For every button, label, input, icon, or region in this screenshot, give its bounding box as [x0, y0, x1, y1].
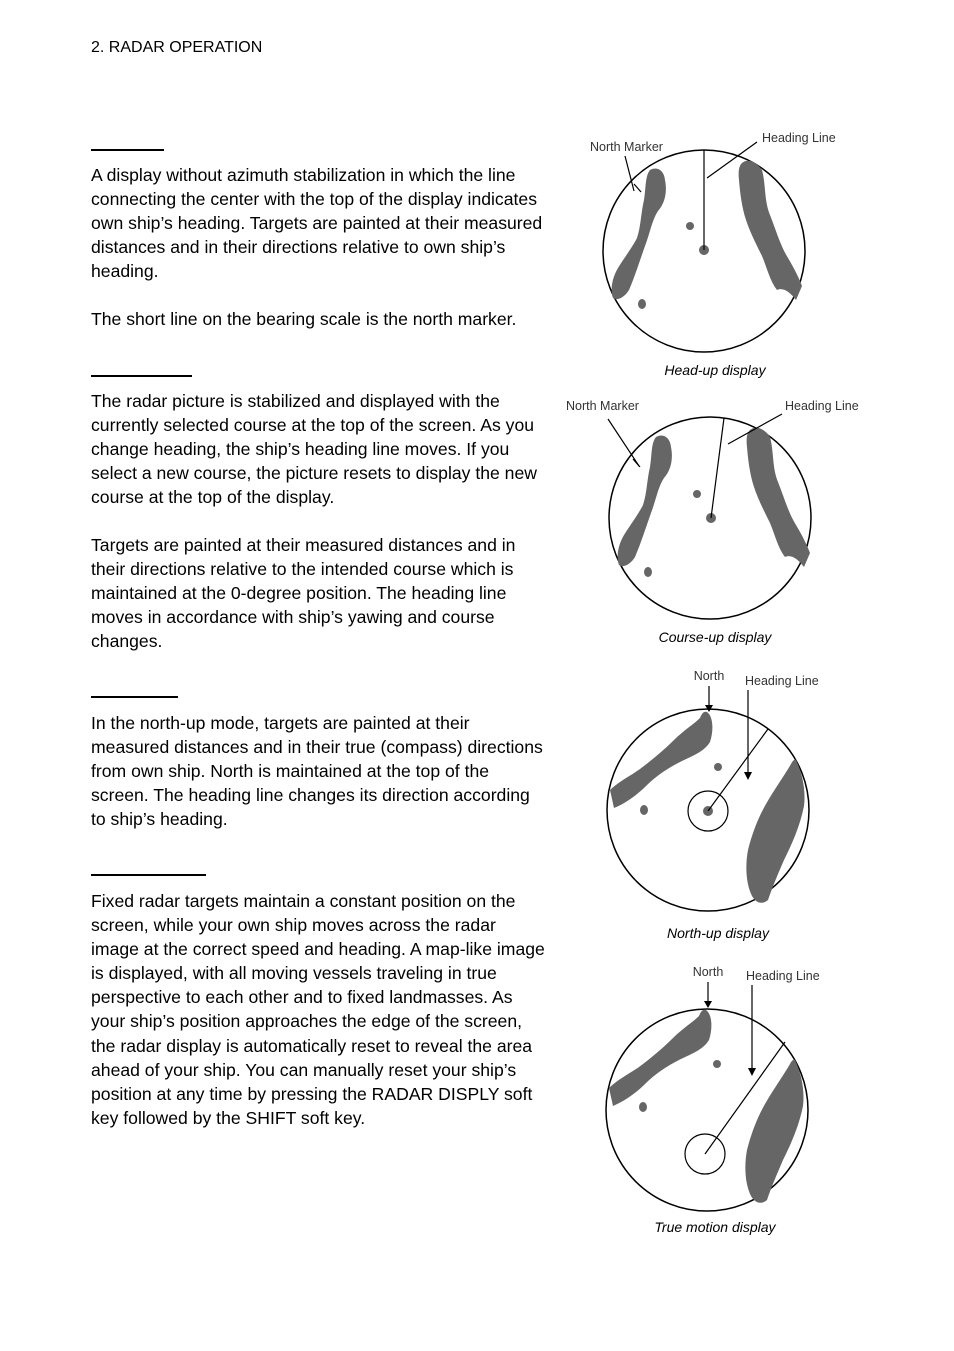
north-up-heading-line-label: Heading Line — [745, 674, 819, 688]
head-up-target-echo — [686, 222, 694, 230]
course-up-heading-line — [711, 418, 724, 518]
true-motion-left-landmass — [609, 1010, 711, 1106]
head-up-north-marker-label: North Marker — [590, 140, 663, 154]
head-up-north-marker — [634, 184, 641, 192]
course-up-target-echo — [693, 490, 701, 498]
north-up-paragraph-1: In the north-up mode, targets are painted at their measured distances and in their true (compass) directions from own ship. North is maintained at the top of the screen. The heading line changes its direction according to ship’s heading. — [91, 713, 543, 830]
head-up-left-landmass — [612, 168, 666, 299]
true-motion-heading-arrowhead — [748, 1068, 756, 1076]
head-up-small-echo — [638, 299, 646, 309]
true-motion-target-echo — [713, 1060, 721, 1068]
true-motion-heading-line-label: Heading Line — [746, 969, 820, 983]
north-up-north-label: North — [693, 669, 725, 683]
head-up-caption: Head-up display — [664, 362, 766, 378]
true-motion-right-landmass — [745, 1060, 803, 1203]
head-up-right-landmass — [739, 161, 802, 300]
north-up-caption: North-up display — [667, 925, 769, 941]
course-up-small-echo — [644, 567, 652, 577]
north-up-heading-arrowhead — [744, 772, 752, 780]
head-up-figure — [590, 131, 836, 378]
true-motion-caption: True motion display — [654, 1219, 776, 1235]
north-up-target-echo — [714, 763, 722, 771]
course-up-left-landmass — [618, 435, 672, 566]
true-motion-small-echo — [639, 1102, 647, 1112]
course-up-caption: Course-up display — [658, 629, 772, 645]
head-up-paragraph-2: The short line on the bearing scale is the north marker. — [91, 309, 517, 329]
true-motion-paragraph-1: Fixed radar targets maintain a constant position on the screen, while your own ship moves across the radar image at the correct speed and heading. A map-like image is displayed, with all moving vessels traveling in true perspective to each other and to fixed landmasses. As your ship’s position approaches the edge of the screen, the radar display is automatically reset to reveal the area ahead of your ship. You can manually reset your ship’s position at any time by pressing the RADAR DISPLY soft key followed by the SHIFT soft key. — [91, 891, 545, 1128]
north-up-small-echo — [640, 805, 648, 815]
true-motion-north-arrowhead — [704, 1001, 712, 1008]
course-up-north-marker-label: North Marker — [566, 399, 639, 413]
north-up-right-landmass — [746, 760, 804, 903]
course-up-figure — [566, 399, 859, 645]
course-up-north-leader — [608, 419, 639, 466]
head-up-heading-line-label: Heading Line — [762, 131, 836, 145]
course-up-right-landmass — [747, 428, 810, 567]
head-up-paragraph-1: A display without azimuth stabilization in which the line connecting the center with the top of the display indicates own ship’s heading. Targets are painted at their measured distances and in their directions relative to own ship’s heading. — [91, 165, 543, 282]
course-up-paragraph-1: The radar picture is stabilized and displayed with the currently selected course at the top of the screen. As you change heading, the ship’s heading line moves. If you select a new course, the picture resets to display the new course at the top of the display. — [91, 391, 537, 508]
true-motion-north-label: North — [692, 965, 724, 979]
page-header: 2. RADAR OPERATION — [91, 39, 263, 56]
north-up-figure — [607, 669, 819, 941]
course-up-heading-line-label: Heading Line — [785, 399, 859, 413]
true-motion-figure — [606, 965, 820, 1235]
course-up-paragraph-2: Targets are painted at their measured distances and in their directions relative to the intended course which is maintained at the 0-degree position. The heading line moves in accordance with ship’s yawing and course changes. — [91, 535, 516, 652]
